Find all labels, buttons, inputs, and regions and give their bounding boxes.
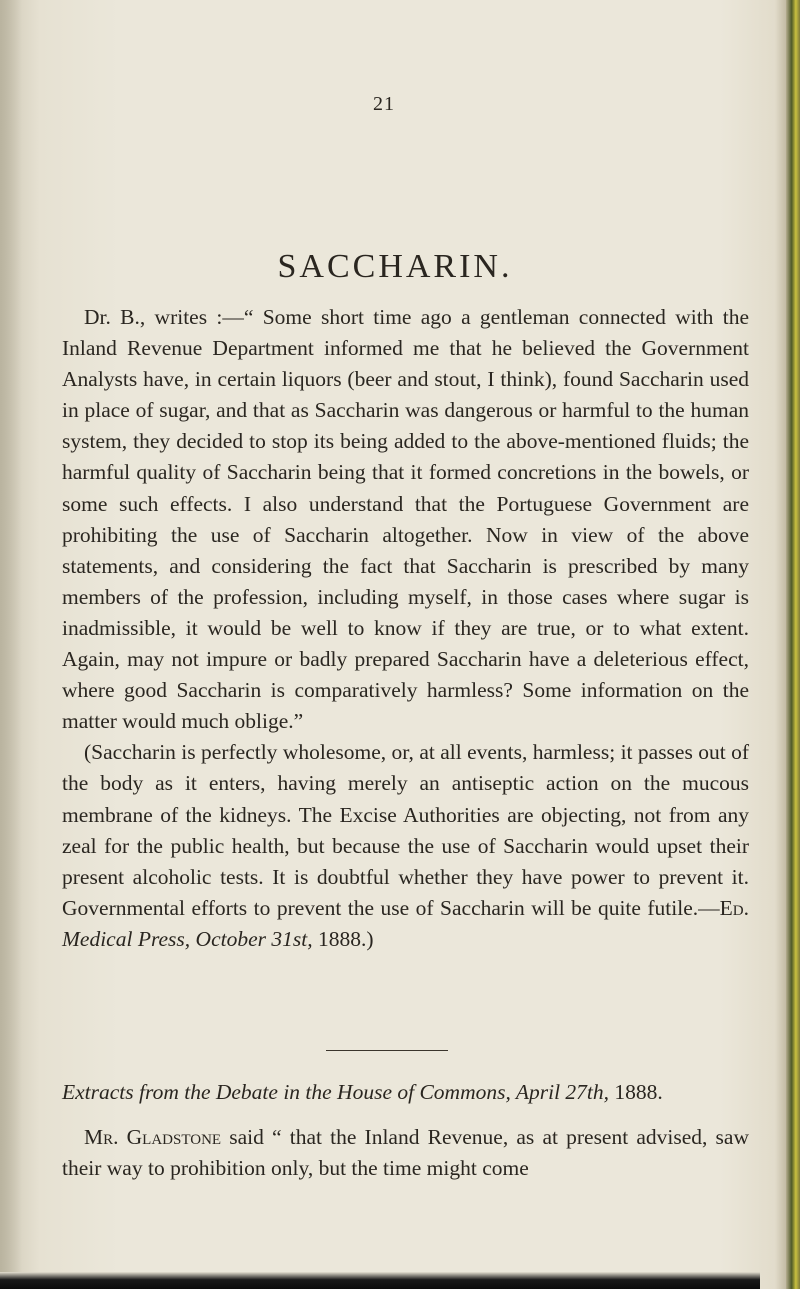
citation-year: 1888.) xyxy=(317,926,374,951)
editor-reply-paragraph xyxy=(62,737,749,955)
book-edge xyxy=(786,0,800,1289)
speech-text: said “ that the Inland Revenue, as at present advised, saw their way to prohibition only, but the time might come xyxy=(62,1125,749,1181)
extracts-heading xyxy=(62,1080,749,1105)
reply-text: (Saccharin is perfectly wholesome, or, at all events, harmless; it passes out of the body as it enters, having merely an antiseptic action on the mucous membrane of the kidneys. The Excise Authorities are objecting, not from any zeal for the public health, but because the use of Saccharin would upset their present alcoholic tests. It is doubtful whether they have power to prevent it. Governmental efforts to prevent the use of Saccharin will be quite futile.— xyxy=(62,740,749,920)
letter-paragraph: Dr. B., writes :—“ Some short time ago a gentleman connected with the Inland Revenue Department informed me that he believed the Government Analysts have, in certain liquors (beer and stout, I think), found Saccharin used in place of sugar, and that as Saccharin was dangerous or harmful to the human system, they decided to stop its being added to the above-mentioned fluids; the harmful quality of Saccharin being that it formed concretions in the bowels, or some such effects. I also understand that the Portuguese Government are prohibiting the use of Saccharin altogether. Now in view of the above statements, and considering the fact that Saccharin is prescribed by many members of the profession, including myself, in those cases where sugar is inadmissible, it would be well to know if they are true, or to what extent. Again, may not impure or badly prepared Saccharin have a deleterious effect, where good Saccharin is comparatively harmless? Some information on the matter would much oblige.” xyxy=(62,305,749,734)
extracts-heading-text: Extracts from the Debate in the House of Commons, April 27th, xyxy=(62,1080,610,1104)
speaker-name: Mr. Gladstone xyxy=(84,1125,222,1149)
page-number: 21 xyxy=(373,93,395,115)
page-title: SACCHARIN. xyxy=(277,248,513,285)
letter-text xyxy=(62,302,749,955)
extracts-heading-year: 1888. xyxy=(614,1080,663,1104)
source-citation: Medical Press, October 31st, xyxy=(62,926,313,951)
editor-abbrev: Ed. xyxy=(719,895,749,920)
page-gutter-shadow xyxy=(0,0,22,1289)
extracts-text xyxy=(62,1122,749,1184)
extracts-paragraph xyxy=(62,1122,749,1184)
section-divider xyxy=(326,1050,448,1051)
bottom-edge xyxy=(0,1272,760,1289)
